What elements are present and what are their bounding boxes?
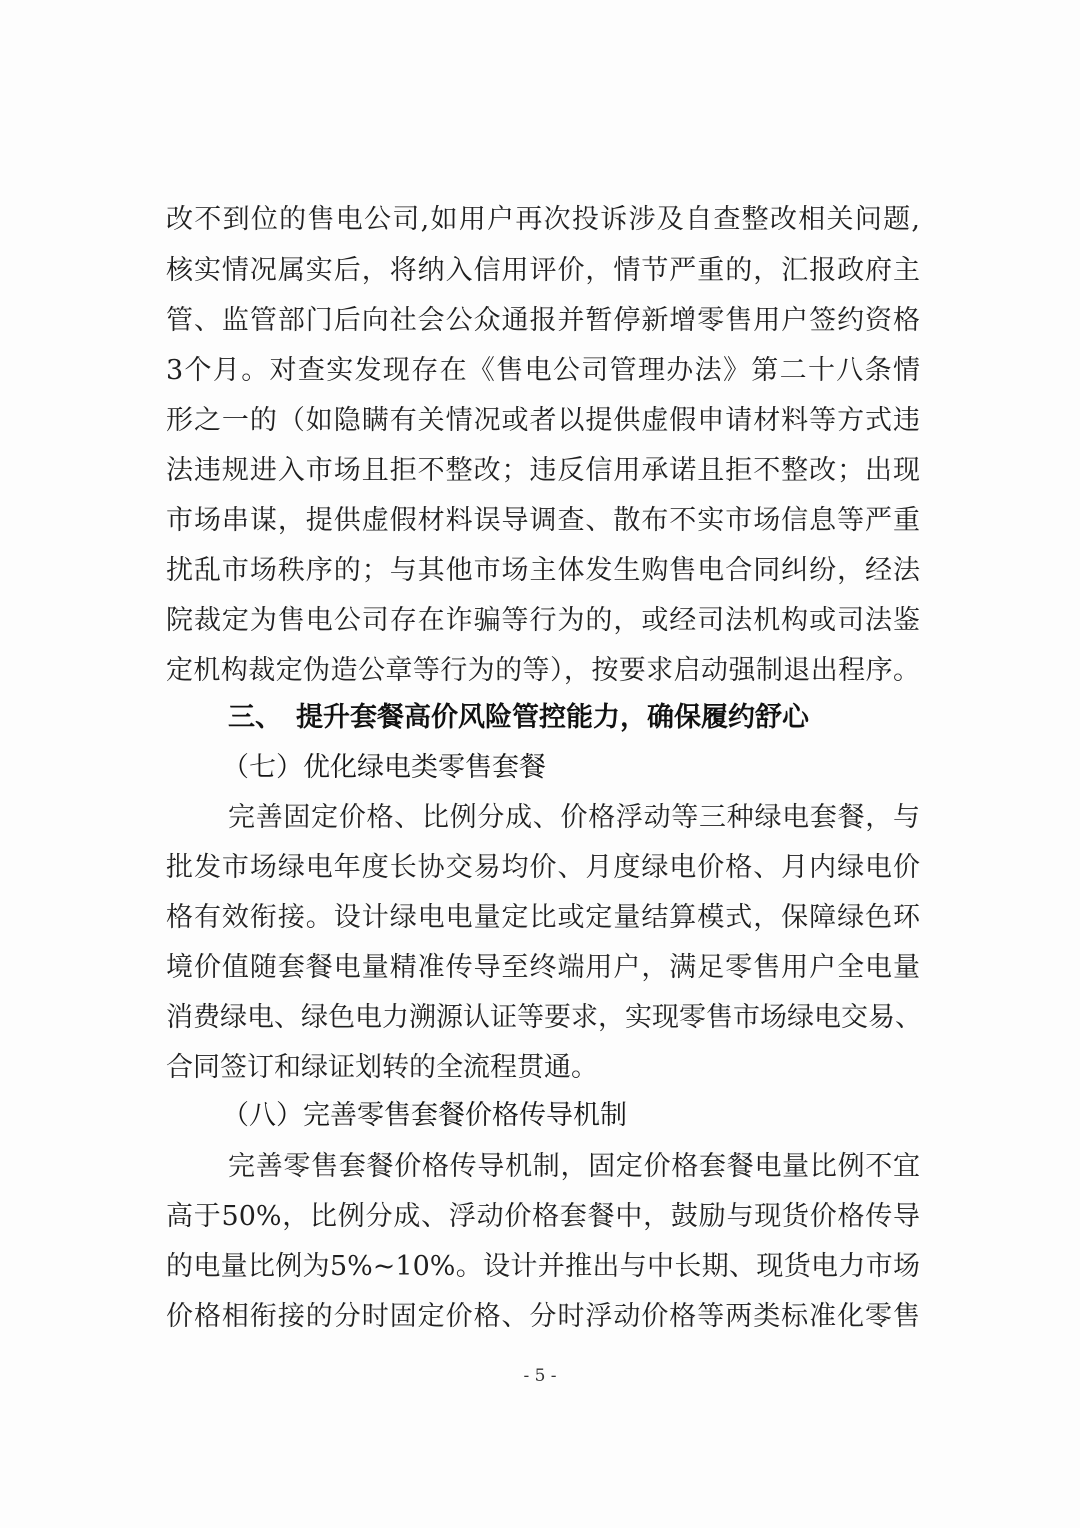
body-text-line: 的电量比例为5%~10%。设计并推出与中长期、现货电力市场	[166, 1251, 920, 1282]
body-text-line: 核实情况属实后，将纳入信用评价，情节严重的，汇报政府主	[166, 255, 920, 286]
body-text-line: 消费绿电、绿色电力溯源认证等要求，实现零售市场绿电交易、	[166, 1002, 922, 1033]
body-text-line: 改不到位的售电公司,如用户再次投诉涉及自查整改相关问题,	[166, 204, 920, 235]
body-text-line: 境价值随套餐电量精准传导至终端用户，满足零售用户全电量	[166, 952, 920, 983]
body-text-line: 管、监管部门后向社会公众通报并暂停新增零售用户签约资格	[166, 305, 920, 336]
body-text-line: 形之一的（如隐瞒有关情况或者以提供虚假申请材料等方式违	[166, 405, 920, 436]
body-text-line: 扰乱市场秩序的；与其他市场主体发生购售电合同纠纷，经法	[166, 555, 920, 586]
body-text-line: 完善固定价格、比例分成、价格浮动等三种绿电套餐，与	[228, 802, 920, 833]
page-number: - 5 -	[523, 1366, 557, 1386]
body-text-line: 价格相衔接的分时固定价格、分时浮动价格等两类标准化零售	[166, 1301, 920, 1332]
body-text-line: 完善零售套餐价格传导机制，固定价格套餐电量比例不宜	[228, 1151, 920, 1182]
body-text-line: 市场串谋，提供虚假材料误导调查、散布不实市场信息等严重	[166, 505, 920, 536]
body-text-line: 批发市场绿电年度长协交易均价、月度绿电价格、月内绿电价	[166, 852, 920, 883]
body-text-line: 3个月。对查实发现存在《售电公司管理办法》第二十八条情	[166, 355, 920, 386]
section-title: 提升套餐高价风险管控能力，确保履约舒心	[296, 702, 809, 733]
section-number: 三、	[228, 702, 282, 733]
section-heading	[228, 694, 809, 742]
body-text-line: 院裁定为售电公司存在诈骗等行为的，或经司法机构或司法鉴	[166, 605, 920, 636]
body-text-line: 定机构裁定伪造公章等行为的等），按要求启动强制退出程序。	[166, 655, 920, 686]
body-text-line: 格有效衔接。设计绿电电量定比或定量结算模式，保障绿色环	[166, 902, 920, 933]
body-text-line: 法违规进入市场且拒不整改；违反信用承诺且拒不整改；出现	[166, 455, 920, 486]
body-text-line: 高于50%，比例分成、浮动价格套餐中，鼓励与现货价格传导	[166, 1201, 920, 1232]
subsection-heading: （七）优化绿电类零售套餐	[222, 752, 546, 783]
body-text-line: 合同签订和绿证划转的全流程贯通。	[166, 1052, 598, 1083]
subsection-heading: （八）完善零售套餐价格传导机制	[222, 1100, 627, 1131]
